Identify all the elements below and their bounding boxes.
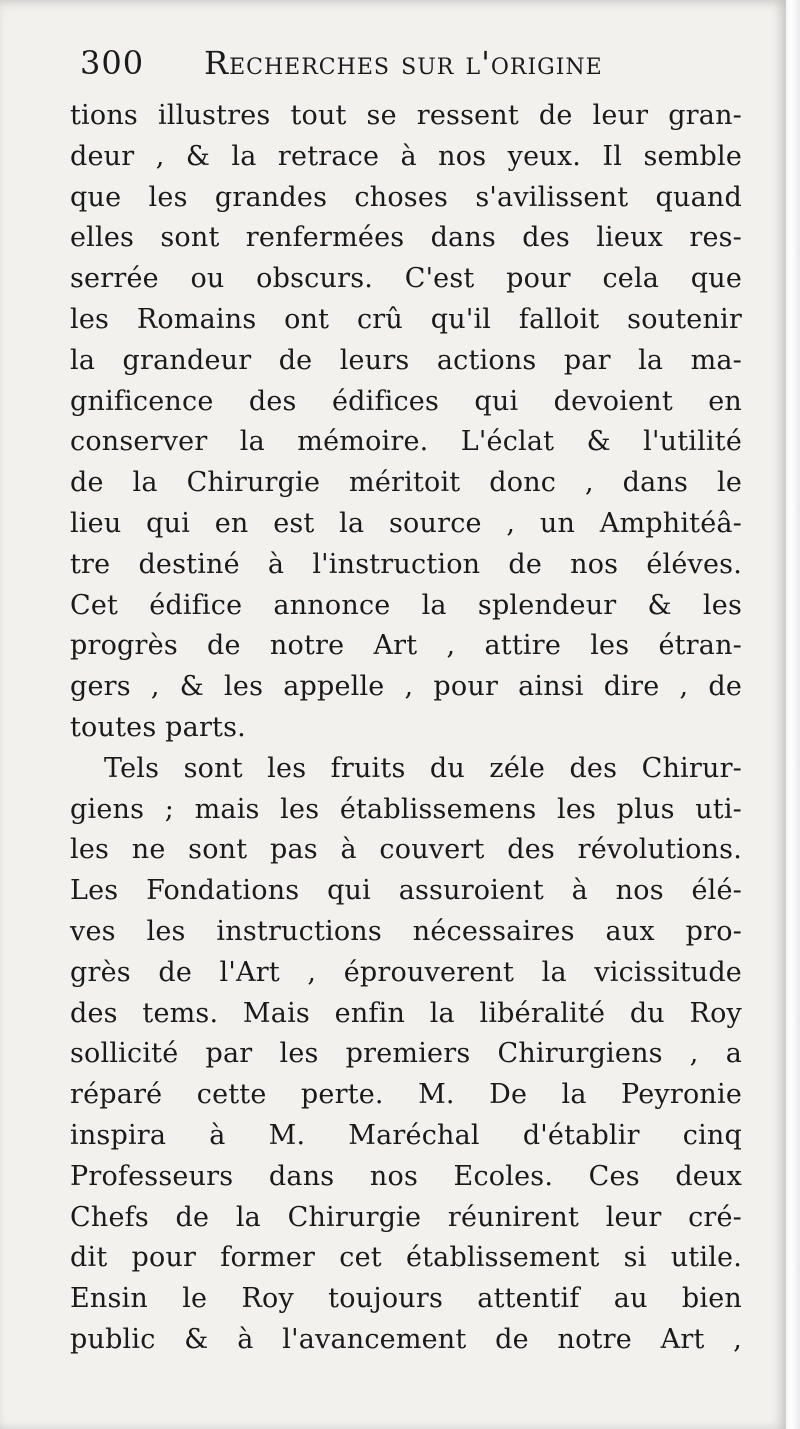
text-line: giens ; mais les établissemens les plus uti- — [70, 793, 742, 825]
paragraph-1 — [70, 96, 742, 749]
text-line: les ne sont pas à couvert des révolutions. — [70, 834, 742, 866]
text-line: grès de l'Art , éprouverent la vicissitude — [70, 956, 742, 988]
text-line: Cet édifice annonce la splendeur & les — [70, 589, 742, 621]
text-line: Chefs de la Chirurgie réunirent leur cré- — [70, 1201, 742, 1233]
text-line: des tems. Mais enfin la libéralité du Roy — [70, 997, 742, 1029]
text-line: lieu qui en est la source , un Amphitéâ- — [70, 507, 742, 539]
text-line: progrès de notre Art , attire les étran- — [70, 630, 742, 662]
text-line: Tels sont les fruits du zéle des Chirur- — [104, 752, 742, 784]
text-line: serrée ou obscurs. C'est pour cela que — [70, 263, 742, 295]
text-line: public & à l'avancement de notre Art , — [70, 1323, 742, 1355]
text-line: de la Chirurgie méritoit donc , dans le — [70, 467, 742, 499]
text-line: conserver la mémoire. L'éclat & l'utilité — [70, 426, 742, 458]
text-line: toutes parts. — [70, 711, 246, 743]
running-head-title: Recherches sur l'origine — [204, 44, 603, 82]
page-number: 300 — [80, 44, 145, 82]
text-line: gnificence des édifices qui devoient en — [70, 385, 742, 417]
text-line: gers , & les appelle , pour ainsi dire , de — [70, 671, 742, 703]
running-head — [80, 40, 740, 86]
text-line: Ensin le Roy toujours attentif au bien — [70, 1283, 742, 1315]
text-line: que les grandes choses s'avilissent quand — [70, 181, 742, 213]
text-line: inspira à M. Maréchal d'établir cinq — [70, 1119, 742, 1151]
paragraph-2 — [70, 749, 742, 1361]
page-edge — [786, 0, 800, 1429]
text-line: tions illustres tout se ressent de leur gran- — [70, 100, 742, 131]
text-line: sollicité par les premiers Chirurgiens , a — [70, 1038, 742, 1070]
text-line: réparé cette perte. M. De la Peyronie — [70, 1079, 742, 1111]
text-line: elles sont renfermées dans des lieux res- — [70, 222, 742, 254]
text-line: dit pour former cet établissement si utile. — [70, 1242, 742, 1274]
body-text — [70, 96, 742, 1361]
text-line: Les Fondations qui assuroient à nos élé- — [70, 875, 742, 907]
text-line: les Romains ont crû qu'il falloit soutenir — [70, 303, 742, 335]
text-line: tre destiné à l'instruction de nos éléves. — [70, 548, 742, 580]
text-line: Professeurs dans nos Ecoles. Ces deux — [70, 1160, 742, 1192]
text-line: ves les instructions nécessaires aux pro- — [70, 915, 742, 947]
text-line: deur , & la retrace à nos yeux. Il semble — [70, 140, 742, 172]
text-line: la grandeur de leurs actions par la ma- — [70, 344, 742, 376]
